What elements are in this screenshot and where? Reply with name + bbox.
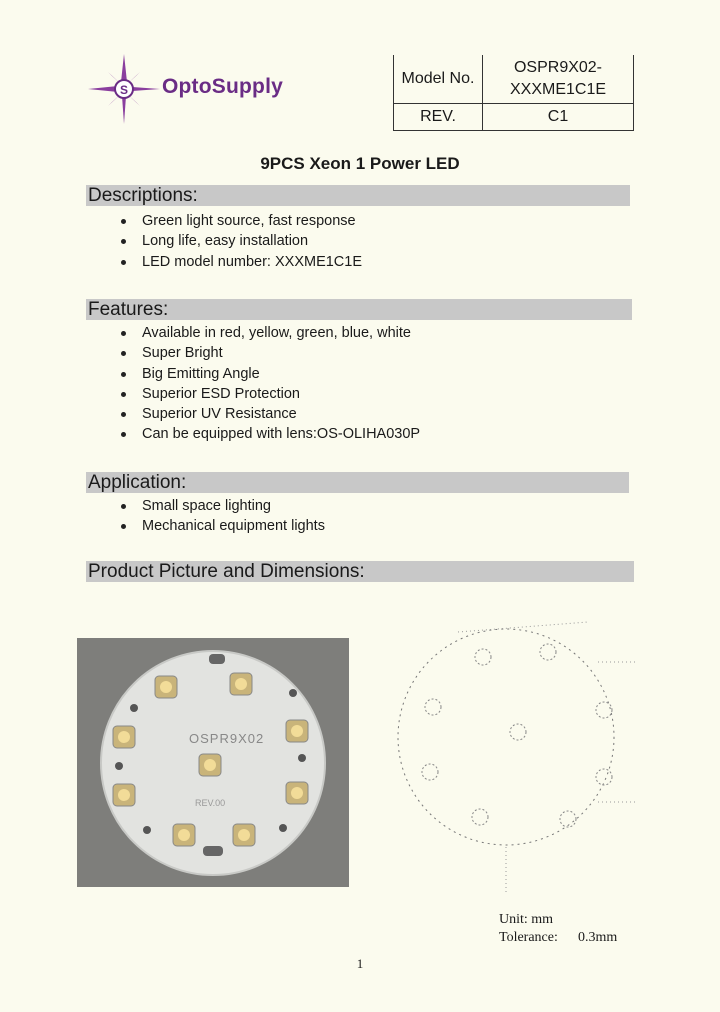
document-title: 9PCS Xeon 1 Power LED <box>260 154 460 173</box>
tolerance-label: Tolerance: <box>499 930 558 945</box>
model-table <box>393 55 634 131</box>
dimension-drawing <box>388 612 638 902</box>
model-value <box>483 55 634 104</box>
board-label: OSPR9X02 <box>189 731 265 746</box>
list-item: Super Bright <box>118 343 420 363</box>
descriptions-heading: Descriptions: <box>86 185 630 206</box>
list-item: Big Emitting Angle <box>118 364 420 384</box>
application-heading: Application: <box>86 472 629 493</box>
list-item: Superior UV Resistance <box>118 404 420 424</box>
unit-note: Unit: mm <box>499 912 554 927</box>
list-item: Superior ESD Protection <box>118 384 420 404</box>
brand-name: OptoSupply <box>162 75 283 98</box>
list-item: Can be equipped with lens:OS-OLIHA030P <box>118 424 420 444</box>
model-label: Model No. <box>394 55 483 104</box>
list-item: Small space lighting <box>118 496 325 516</box>
descriptions-list <box>118 211 362 272</box>
tolerance-value: 0.3mm <box>578 930 618 945</box>
application-list <box>118 496 325 537</box>
list-item: Mechanical equipment lights <box>118 516 325 536</box>
list-item: Available in red, yellow, green, blue, white <box>118 323 420 343</box>
list-item: LED model number: XXXME1C1E <box>118 252 362 272</box>
features-heading: Features: <box>86 299 632 320</box>
rev-label: REV. <box>394 104 483 131</box>
logo-letter: S <box>119 83 129 97</box>
product-heading: Product Picture and Dimensions: <box>86 561 634 582</box>
list-item: Long life, easy installation <box>118 231 362 251</box>
model-value-line1: OSPR9X02- <box>513 59 603 76</box>
board-rev-label: REV.00 <box>195 798 226 808</box>
rev-value: C1 <box>483 104 634 131</box>
list-item: Green light source, fast response <box>118 211 362 231</box>
product-photo <box>77 638 349 887</box>
features-list <box>118 323 420 445</box>
page-number: 1 <box>356 956 364 971</box>
model-value-line2: XXXME1C1E <box>509 81 607 98</box>
